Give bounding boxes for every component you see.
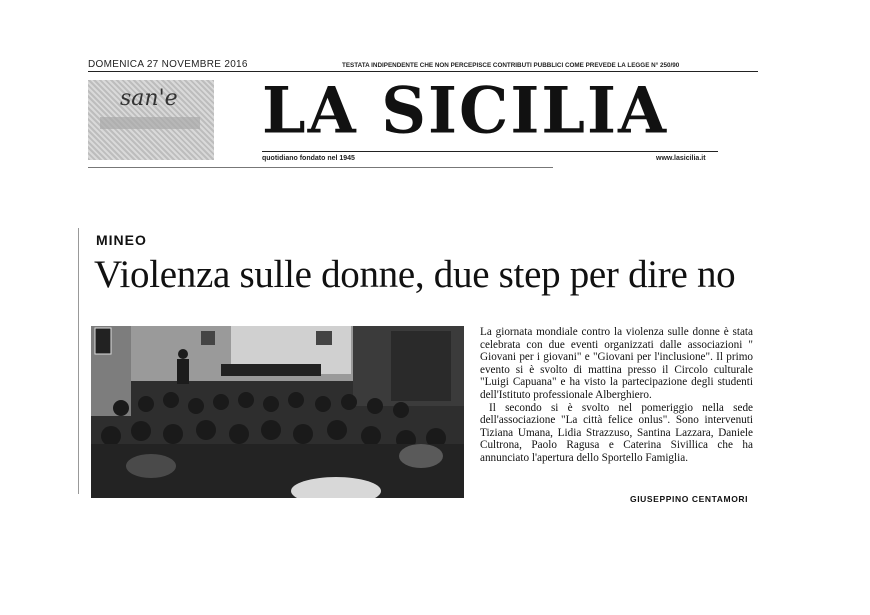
masthead-tagline: TESTATA INDIPENDENTE CHE NON PERCEPISCE CONTRIBUTI PUBBLICI COME PREVEDE LA LEGGE N° 250/90 [342, 62, 680, 69]
section-label: MINEO [96, 232, 147, 248]
clipping-edge-line [78, 228, 79, 494]
article-body [480, 326, 753, 465]
article-photo [91, 326, 464, 498]
header-bottom-rule [88, 167, 553, 168]
advertisement-logo-text: san'e [120, 86, 178, 111]
website-url: www.lasicilia.it [656, 155, 706, 162]
issue-date: DOMENICA 27 NOVEMBRE 2016 [88, 59, 248, 70]
article-paragraph-1: La giornata mondiale contro la violenza sulle donne è stata celebrata con due eventi organizzati dalle associazioni " Giovani per i giovani" e "Giovani per l'inclusione". Il primo evento si è svolto di mattina presso il Circolo culturale "Luigi Capuana" e ha visto la partecipazione degli studenti dell'Istituto professionale Alberghiero. [480, 326, 753, 401]
top-rule [88, 71, 758, 72]
conference-photo-illustration [91, 326, 464, 498]
article-author: GIUSEPPINO CENTAMORI [630, 494, 749, 504]
newspaper-masthead: LA SICILIA [262, 73, 669, 148]
founded-line: quotidiano fondato nel 1945 [262, 155, 355, 162]
article-headline: Violenza sulle donne, due step per dire no [94, 253, 736, 296]
advertisement-subtext-block [100, 117, 200, 129]
article-paragraph-2: Il secondo si è svolto nel pomeriggio nella sede dell'associazione "La città felice onlus". Sono intervenuti Tiziana Umana, Lidia Strazzuso, Santina Lazzara, Daniele Cultrona, Paolo Ragusa e Caterina Sivillica che ha annunciato l'apertura dello Sportello Famiglia. [480, 401, 753, 464]
masthead-underline [262, 151, 718, 152]
